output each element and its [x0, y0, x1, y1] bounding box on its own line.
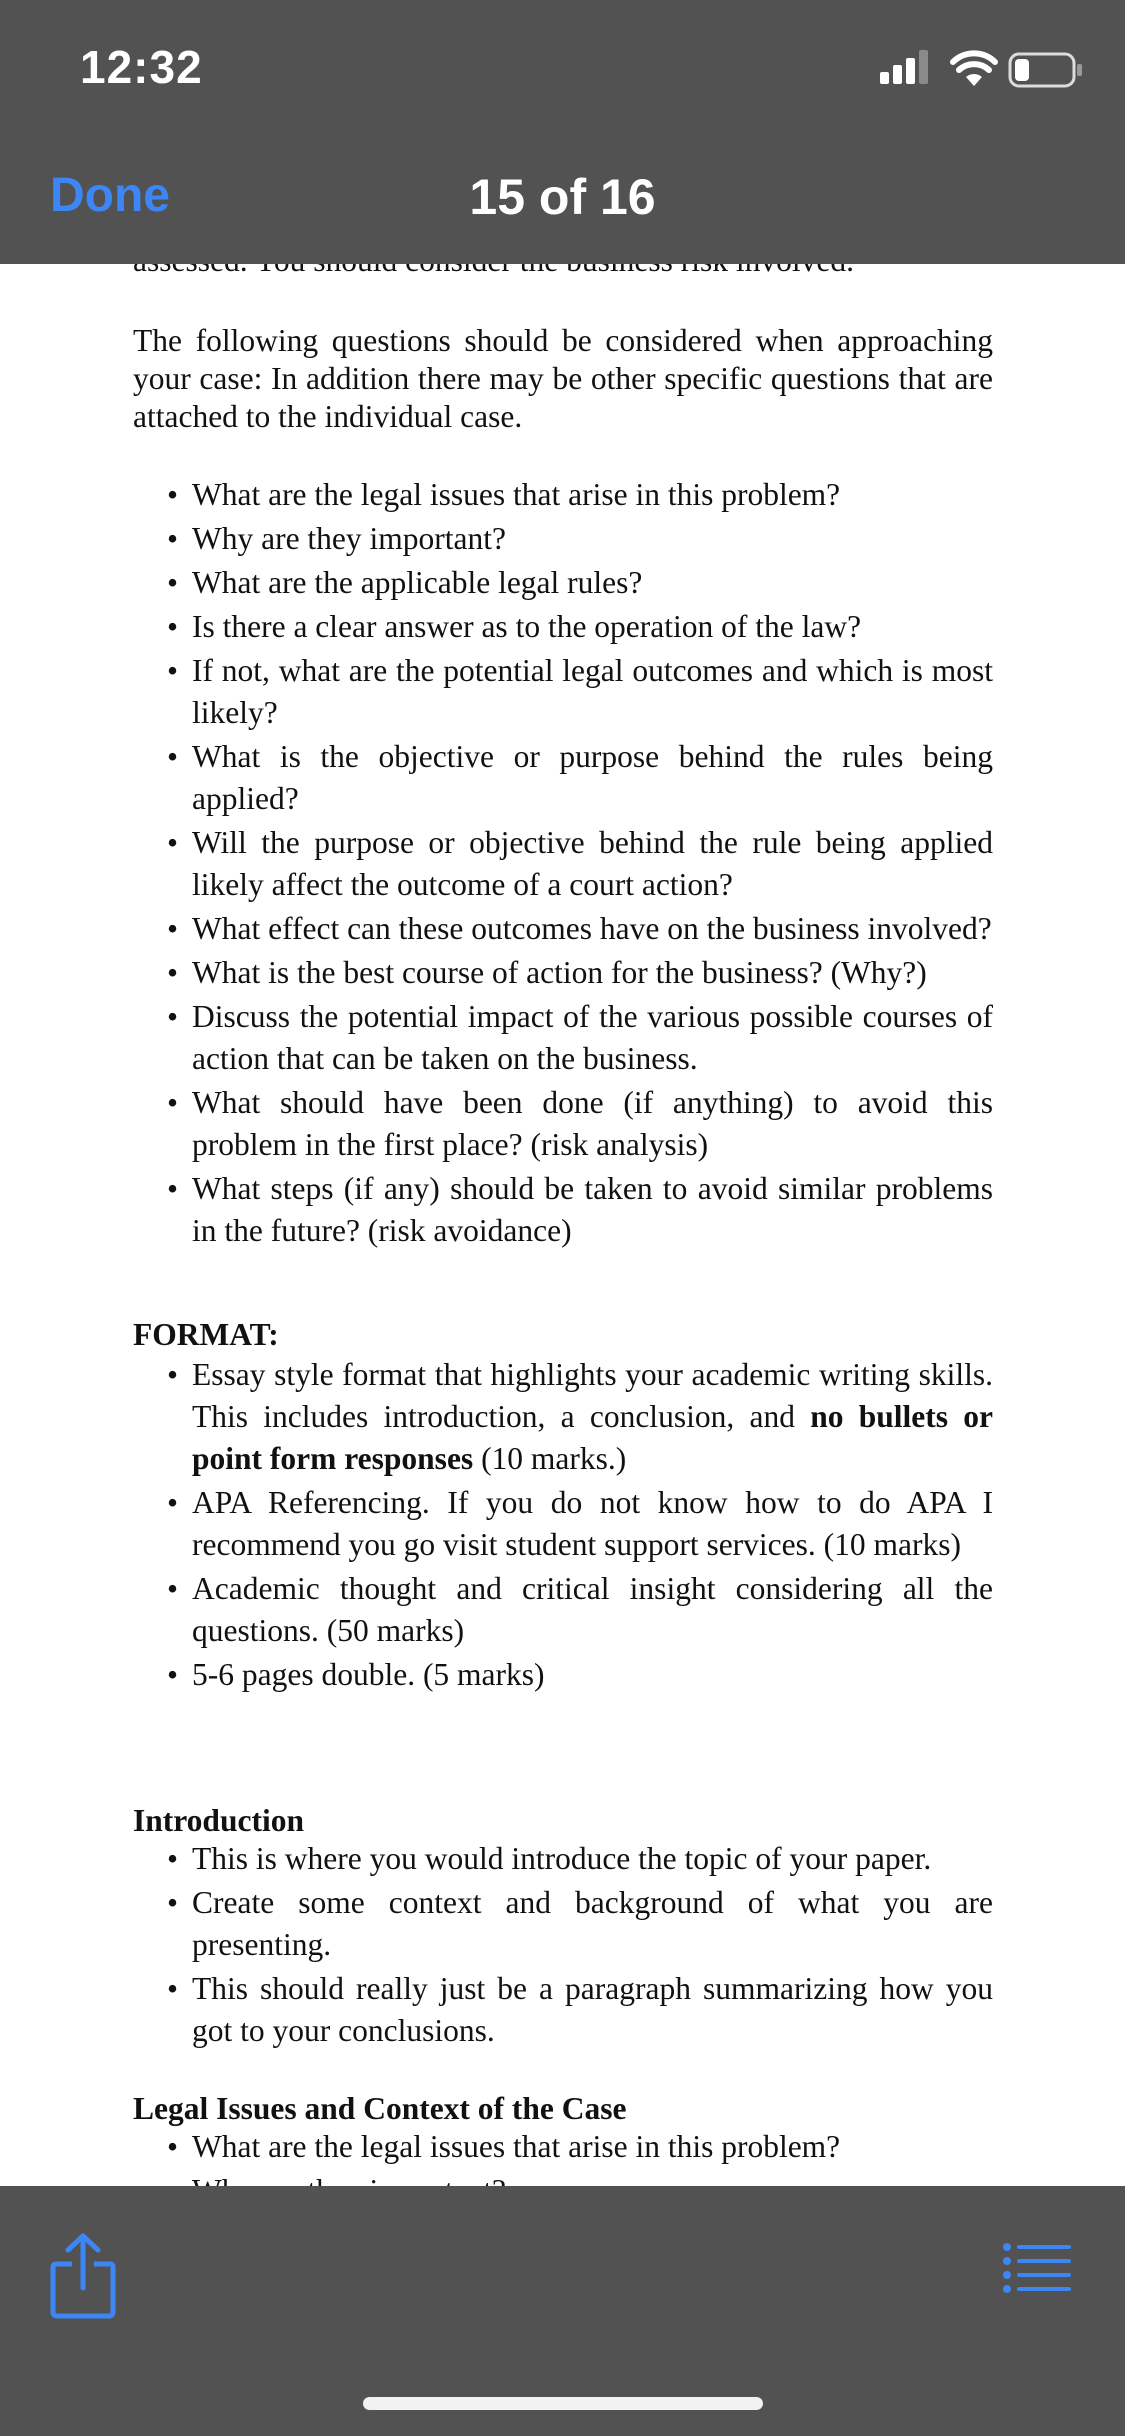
intro-paragraph: The following questions should be considered when approaching your case: In addition there may be other specific questions that are attached to the individual case. — [133, 323, 993, 434]
list-item: • Create some context and background of what you are presenting. — [163, 1882, 993, 1966]
questions-list — [163, 474, 993, 1254]
page-indicator: 15 of 16 — [469, 169, 656, 225]
introduction-heading: Introduction — [133, 1803, 304, 1838]
list-item: • What should have been done (if anything) to avoid this problem in the first place? (risk analysis) — [163, 1082, 993, 1166]
list-item: • Discuss the potential impact of the various possible courses of action that can be taken on the business. — [163, 996, 993, 1080]
list-item: • What steps (if any) should be taken to avoid similar problems in the future? (risk avoidance) — [163, 1168, 993, 1252]
top-bar — [0, 0, 1125, 264]
pdf-page — [133, 0, 993, 2186]
format-list — [163, 1354, 993, 1698]
format-heading: FORMAT: — [133, 1317, 279, 1352]
wifi-icon — [950, 50, 998, 88]
format-item-text: Essay style format that highlights your academic writing skills. This includes introduction, a conclusion, and — [192, 1357, 993, 1434]
share-icon[interactable] — [48, 2232, 118, 2320]
list-item: • 5-6 pages double. (5 marks) — [163, 1654, 993, 1696]
list-item: • Will the purpose or objective behind the rule being applied likely affect the outcome of a court action? — [163, 822, 993, 906]
list-item: • Is there a clear answer as to the operation of the law? — [163, 606, 993, 648]
legal-heading: Legal Issues and Context of the Case — [133, 2091, 627, 2126]
list-icon[interactable] — [1003, 2242, 1073, 2298]
list-item: • This should really just be a paragraph summarizing how you got to your conclusions. — [163, 1968, 993, 2052]
list-item: • This is where you would introduce the topic of your paper. — [163, 1838, 993, 1880]
bottom-toolbar — [0, 2186, 1125, 2436]
format-item-marks: (10 marks.) — [473, 1441, 627, 1476]
home-indicator[interactable] — [363, 2397, 763, 2410]
list-item: • What are the applicable legal rules? — [163, 562, 993, 604]
list-item — [163, 1354, 993, 1480]
format-item-bold: no bullets or point form responses — [192, 1399, 993, 1476]
list-item: • Academic thought and critical insight considering all the questions. (50 marks) — [163, 1568, 993, 1652]
list-item: • If not, what are the potential legal outcomes and which is most likely? — [163, 650, 993, 734]
list-item: • APA Referencing. If you do not know how to do APA I recommend you go visit student support services. (10 marks) — [163, 1482, 993, 1566]
list-item: • What is the best course of action for the business? (Why?) — [163, 952, 993, 994]
list-item: • What effect can these outcomes have on the business involved? — [163, 908, 993, 950]
introduction-list — [163, 1838, 993, 2054]
cellular-signal-icon — [880, 46, 936, 86]
status-time: 12:32 — [80, 41, 203, 93]
list-item: • What are the legal issues that arise in this problem? — [163, 474, 993, 516]
list-item: • What are the legal issues that arise in this problem? — [163, 2126, 993, 2168]
list-item: • What is the objective or purpose behind the rules being applied? — [163, 736, 993, 820]
done-button[interactable]: Done — [50, 169, 170, 222]
battery-icon — [1008, 52, 1084, 88]
list-item: • Why are they important? — [163, 518, 993, 560]
